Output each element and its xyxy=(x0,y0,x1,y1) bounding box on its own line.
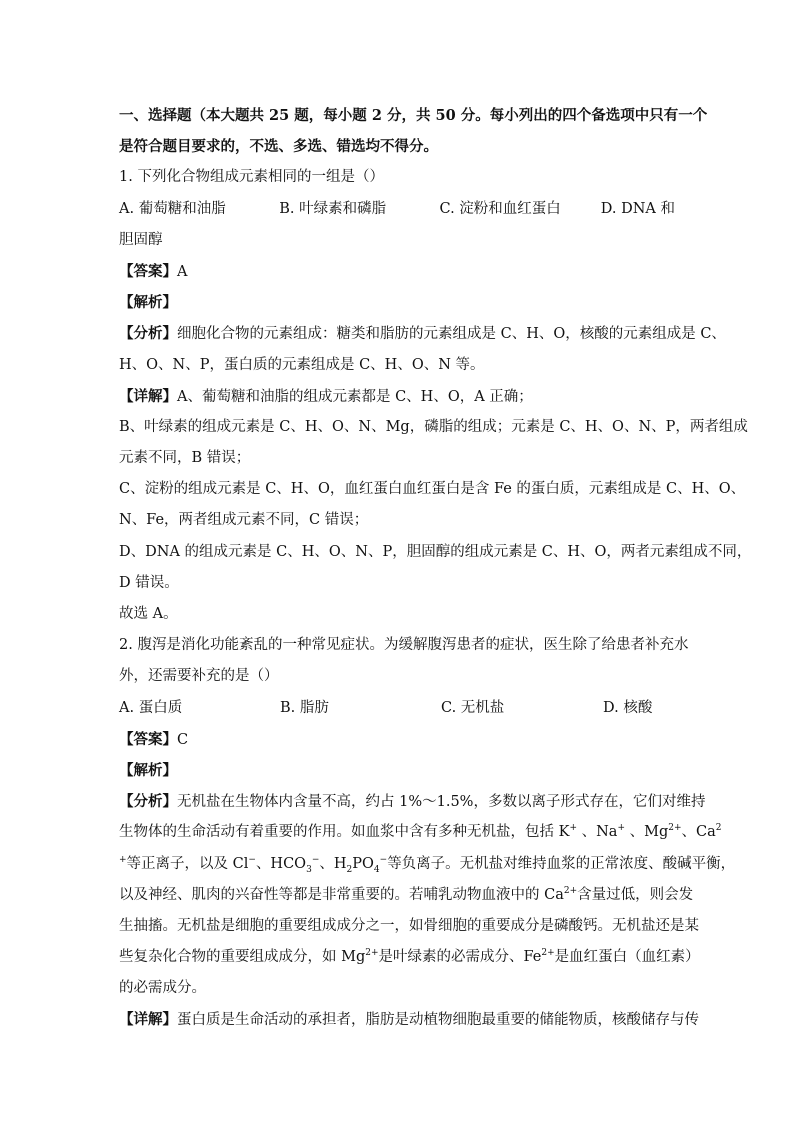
answer-tag: 【答案】 xyxy=(119,730,177,748)
ion-charge: 2+ xyxy=(563,885,578,896)
q1-option-d: D. DNA 和 xyxy=(600,200,675,217)
ion-charge: + xyxy=(119,854,127,865)
subscript: 3 xyxy=(306,864,312,875)
q2-fenxi-line-7: 的必需成分。 xyxy=(119,980,206,997)
q1-detail-line-4: C、淀粉的组成元素是 C、H、O，血红蛋白血红蛋白是含 Fe 的蛋白质，元素组成是 C、H、O、 xyxy=(119,481,746,498)
q1-conclusion: 故选 A。 xyxy=(119,606,178,622)
q1-option-c: C. 淀粉和血红蛋白 xyxy=(439,200,561,217)
ion-charge: − xyxy=(379,854,388,865)
subscript: 4 xyxy=(373,864,380,875)
q2-stem-line-1: 2. 腹泻是消化功能紊乱的一种常见症状。为缓解腹泻患者的症状，医生除了给患者补充水 xyxy=(119,637,689,654)
q2-fenxi-line-3 xyxy=(119,849,736,880)
q1-analysis-heading: 【解析】 xyxy=(119,294,177,312)
q2-fenxi-text-3e: PO xyxy=(352,855,374,872)
q2-stem-line-2: 外，还需要补充的是（） xyxy=(119,668,279,685)
q2-fenxi-text-1: 无机盐在生物体内含量不高，约占 1%～1.5%，多数以离子形式存在，它们对维持 xyxy=(177,794,706,811)
q2-option-b: B. 脂肪 xyxy=(280,699,329,716)
q1-option-a: A. 葡萄糖和油脂 xyxy=(119,200,226,217)
xiangjie-tag: 【详解】 xyxy=(119,1011,177,1029)
q2-answer: C xyxy=(177,731,189,748)
ion-charge: 2+ xyxy=(365,948,379,959)
ion-charge: + xyxy=(569,823,577,834)
q1-option-b: B. 叶绿素和磷脂 xyxy=(279,200,387,217)
q2-fenxi-text-6a: 些复杂化合物的重要组成成分，如 Mg xyxy=(119,949,366,966)
q2-fenxi-text-2d: 、Ca xyxy=(681,824,716,841)
q1-option-d-continued: 胆固醇 xyxy=(119,231,163,248)
q1-stem: 1. 下列化合物组成元素相同的一组是（） xyxy=(119,169,384,186)
q2-options xyxy=(119,693,675,724)
q2-fenxi-text-6c: 是血红蛋白（血红素） xyxy=(554,949,700,966)
q2-fenxi-text-4: 以及神经、肌肉的兴奋性等都是非常重要的。若哺乳动物血液中的 Ca xyxy=(119,886,564,903)
ion-charge: − xyxy=(248,854,256,865)
q2-option-a: A. 蛋白质 xyxy=(119,699,183,716)
q2-fenxi-text-3c: 、HCO xyxy=(255,855,307,872)
q1-fenxi-line-1 xyxy=(119,318,726,349)
q1-fenxi-text-1: 细胞化合物的元素组成：糖类和脂肪的元素组成是 C、H、O，核酸的元素组成是 C、 xyxy=(177,326,726,343)
q2-fenxi-text-2b: 、Na xyxy=(577,824,618,841)
q1-detail-line-7: D 错误。 xyxy=(119,574,179,591)
q2-fenxi-text-3d: 、H xyxy=(319,855,347,872)
document-content xyxy=(119,100,752,1036)
q2-fenxi-text-4b: 含量过低，则会发 xyxy=(577,886,694,903)
ion-charge: 2+ xyxy=(541,948,555,959)
answer-tag: 【答案】 xyxy=(119,262,177,280)
xiangjie-tag: 【详解】 xyxy=(119,387,177,405)
q1-detail-line-1 xyxy=(119,381,675,412)
q2-fenxi-line-5: 生抽搐。无机盐是细胞的重要组成成分之一，如骨细胞的重要成分是磷酸钙。无机盐还是某 xyxy=(119,917,699,934)
q2-fenxi-line-1 xyxy=(119,786,706,817)
q2-fenxi-text-2c: 、Mg xyxy=(625,824,669,841)
q2-option-c: C. 无机盐 xyxy=(441,699,505,716)
q2-fenxi-text-6b: 是叶绿素的必需成分、Fe xyxy=(378,949,542,966)
ion-charge: + xyxy=(617,823,625,834)
q2-option-d: D. 核酸 xyxy=(603,699,653,716)
ion-charge: 2 xyxy=(715,823,722,834)
q2-fenxi-text-3f: 等负离子。无机盐对维持血浆的正常浓度、酸碱平衡， xyxy=(387,855,736,872)
q1-detail-text-1: A、葡萄糖和油脂的组成元素都是 C、H、O，A 正确； xyxy=(177,388,533,405)
q1-detail-line-3: 元素不同，B 错误； xyxy=(119,450,251,467)
q2-detail-text-1: 蛋白质是生命活动的承担者，脂肪是动植物细胞最重要的储能物质，核酸储存与传 xyxy=(177,1012,699,1029)
q2-fenxi-line-4 xyxy=(119,880,694,911)
fenxi-tag: 【分析】 xyxy=(119,793,177,811)
q1-detail-line-2: B、叶绿素的组成元素是 C、H、O、N、Mg，磷脂的组成；元素是 C、H、O、N、P，两者组成 xyxy=(119,418,748,435)
q1-options xyxy=(119,194,675,225)
section-title-line-1: 一、选择题（本大题共 25 题，每小题 2 分，共 50 分。每小列出的四个备选项中只有一个 xyxy=(119,107,708,124)
q1-detail-line-6: D、DNA 的组成元素是 C、H、O、N、P，胆固醇的组成元素是 C、H、O，两者元素组成不同， xyxy=(119,543,752,560)
q2-answer-line xyxy=(119,724,675,755)
q1-detail-line-5: N、Fe，两者组成元素不同，C 错误； xyxy=(119,512,369,529)
q2-fenxi-text-3b: 等正离子，以及 Cl xyxy=(126,855,249,872)
q1-fenxi-line-2: H、O、N、P，蛋白质的元素组成是 C、H、O、N 等。 xyxy=(119,356,485,373)
q1-answer: A xyxy=(177,263,188,280)
subscript: 2 xyxy=(346,864,353,875)
q2-fenxi-line-6 xyxy=(119,942,700,973)
section-title-line-2: 是符合题目要求的，不选、多选、错选均不得分。 xyxy=(119,138,438,156)
q2-analysis-heading: 【解析】 xyxy=(119,761,177,779)
fenxi-tag: 【分析】 xyxy=(119,325,177,343)
ion-charge: 2+ xyxy=(668,823,682,834)
ion-charge: − xyxy=(311,854,320,865)
q2-detail-line-1 xyxy=(119,1004,699,1035)
q2-fenxi-line-2 xyxy=(119,817,722,848)
q1-answer-line xyxy=(119,256,675,287)
q2-fenxi-text-2: 生物体的生命活动有着重要的作用。如血浆中含有多种无机盐，包括 K xyxy=(119,824,570,841)
